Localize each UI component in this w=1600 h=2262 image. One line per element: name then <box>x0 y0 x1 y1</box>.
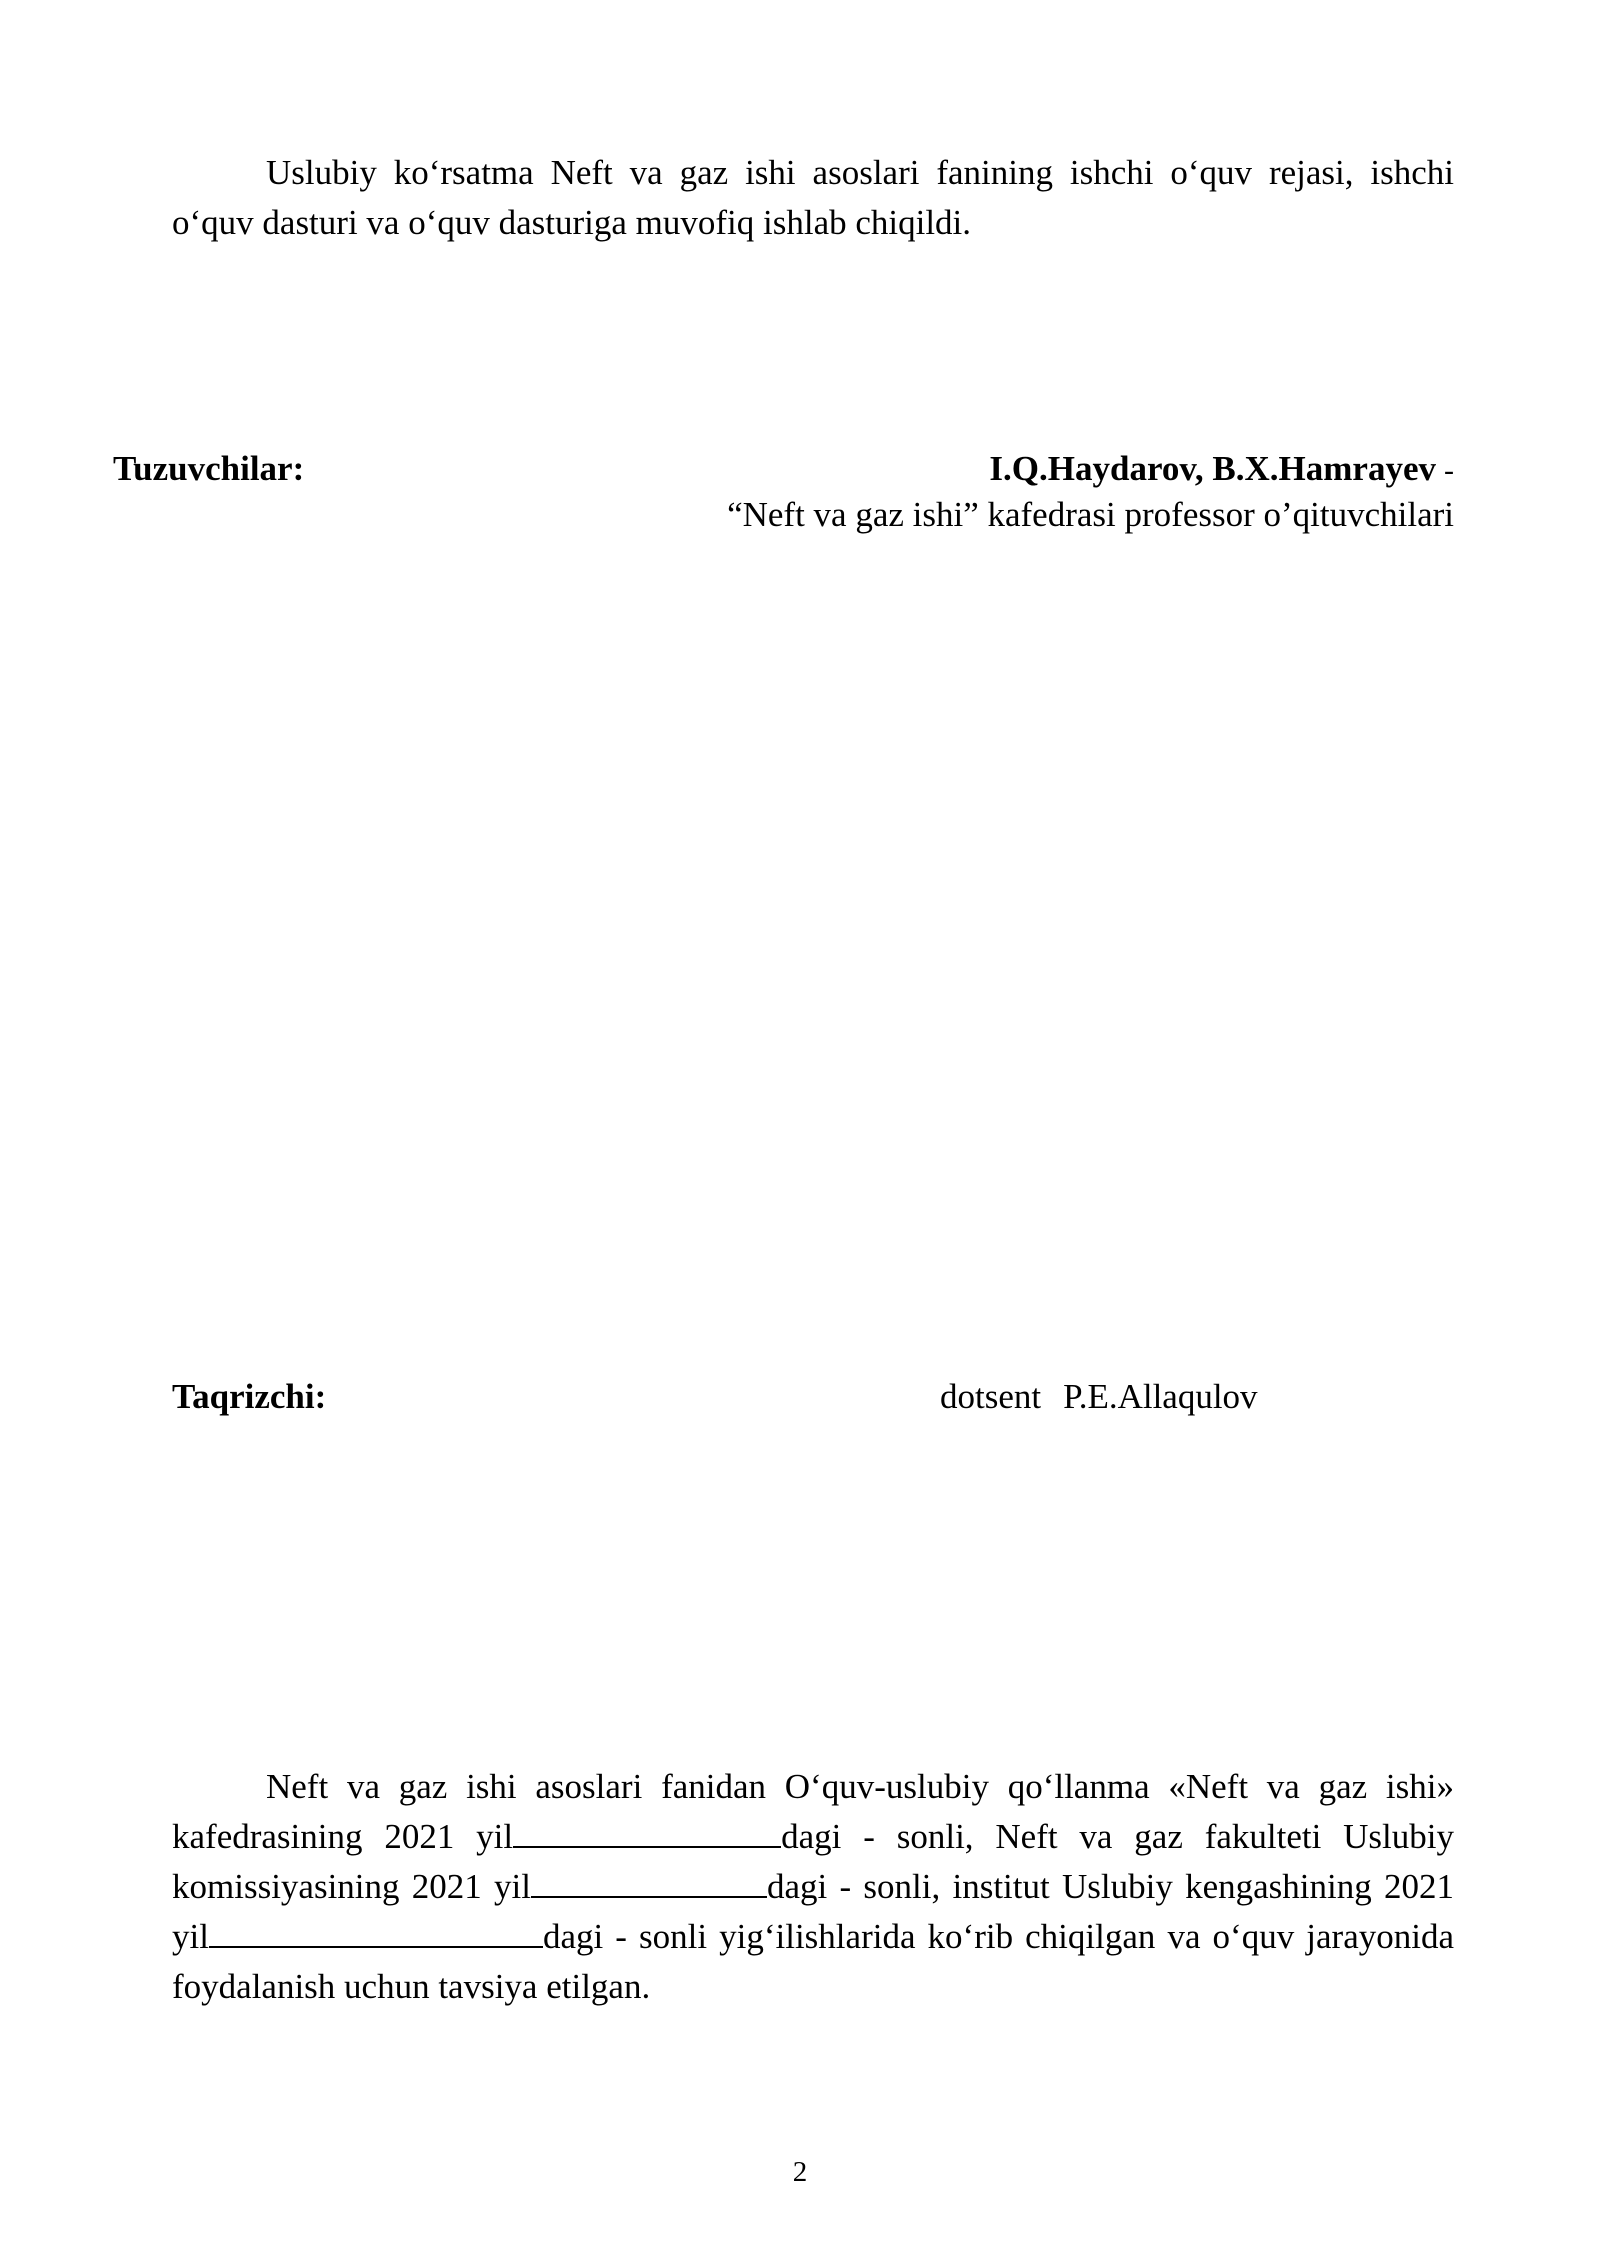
compilers-department: “Neft va gaz ishi” kafedrasi professor o’qituvchilari <box>727 495 1454 534</box>
reviewer-line <box>940 1372 1258 1422</box>
page-number: 2 <box>792 2156 808 2188</box>
approval-text-part2: dagi - sonli, Neft va gaz fakulteti Uslubiy komissiyasining 2021 yil <box>172 1817 1454 1906</box>
approval-paragraph <box>172 1762 1454 2012</box>
compilers-label: Tuzuvchilar: <box>113 449 305 488</box>
date-blank-line <box>531 1866 767 1898</box>
compilers-names-line <box>989 444 1454 496</box>
reviewer-title: dotsent <box>940 1377 1042 1416</box>
compilers-dash: - <box>1444 454 1454 487</box>
intro-paragraph <box>172 148 1454 248</box>
approval-text-part1: Neft va gaz ishi asoslari fanidan O‘quv-uslubiy qo‘llanma «Neft va gaz ishi» kafedrasining 2021 yil <box>172 1767 1454 1856</box>
intro-text: Uslubiy ko‘rsatma Neft va gaz ishi asoslari fanining ishchi o‘quv rejasi, ishchi o‘quv dasturi va o‘quv dasturiga muvofiq ishlab chiqildi. <box>172 153 1454 242</box>
date-blank-line <box>209 1916 543 1948</box>
approval-text-part4: dagi - sonli yig‘ilishlarida ko‘rib chiqilgan va o‘quv jarayonida foydalanish uchun tavsiya etilgan. <box>172 1917 1454 2006</box>
date-blank-line <box>513 1816 781 1848</box>
reviewer-label: Taqrizchi: <box>172 1377 327 1416</box>
compilers-names: I.Q.Haydarov, B.X.Hamrayev <box>989 449 1436 488</box>
approval-text-part3: dagi - sonli, institut Uslubiy kengashining 2021 yil <box>172 1867 1454 1956</box>
reviewer-name: P.E.Allaqulov <box>1063 1377 1258 1416</box>
